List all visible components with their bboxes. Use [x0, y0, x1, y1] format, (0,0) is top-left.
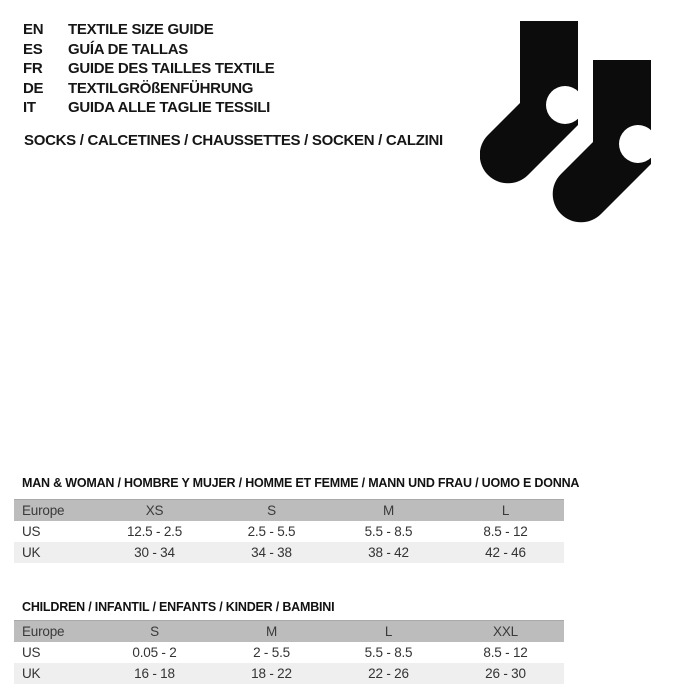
column-header-size: S	[213, 499, 330, 521]
size-cell: 26 - 30	[447, 663, 564, 684]
language-code: FR	[23, 60, 43, 77]
size-cell: 8.5 - 12	[447, 521, 564, 542]
size-table-man-woman	[14, 476, 580, 563]
column-header-size: S	[96, 620, 213, 642]
size-table-children	[14, 601, 564, 684]
language-row-it	[23, 98, 274, 118]
language-title-list	[23, 20, 274, 118]
sock-left	[480, 21, 584, 183]
column-header-region: Europe	[14, 499, 96, 521]
row-label: UK	[14, 663, 96, 684]
size-cell: 5.5 - 8.5	[330, 642, 447, 663]
row-label: UK	[14, 542, 96, 563]
size-table	[14, 620, 564, 684]
language-row-de	[23, 79, 274, 99]
heel-hole	[546, 86, 584, 124]
language-code: DE	[23, 79, 44, 97]
column-header-size: M	[330, 499, 447, 521]
row-label: US	[14, 521, 96, 542]
column-header-size: L	[447, 499, 564, 521]
column-header-size: M	[213, 620, 330, 642]
guide-title: TEXTILE SIZE GUIDE	[68, 21, 214, 38]
size-cell: 2 - 5.5	[213, 642, 330, 663]
column-header-size: XXL	[447, 620, 564, 642]
socks-icon-svg	[480, 21, 652, 223]
row-label: US	[14, 642, 96, 663]
size-cell: 42 - 46	[447, 542, 564, 563]
column-header-size: L	[330, 620, 447, 642]
size-cell: 16 - 18	[96, 663, 213, 684]
size-cell: 8.5 - 12	[447, 642, 564, 663]
guide-title: GUIDA ALLE TAGLIE TESSILI	[68, 99, 270, 116]
language-code: ES	[23, 40, 43, 58]
column-header-size: XS	[96, 499, 213, 521]
size-cell: 34 - 38	[213, 542, 330, 563]
socks-icon	[480, 21, 652, 223]
language-row-es	[23, 40, 274, 60]
size-cell: 2.5 - 5.5	[213, 521, 330, 542]
guide-title: TEXTILGRÖßENFÜHRUNG	[68, 79, 254, 97]
size-cell: 18 - 22	[213, 663, 330, 684]
language-code: IT	[23, 99, 36, 116]
guide-title: GUÍA DE TALLAS	[68, 40, 188, 58]
language-code: EN	[23, 21, 44, 38]
size-cell: 5.5 - 8.5	[330, 521, 447, 542]
table-title: CHILDREN / INFANTIL / ENFANTS / KINDER / BAMBINI	[22, 600, 335, 614]
column-header-region: Europe	[14, 620, 96, 642]
size-cell: 0.05 - 2	[96, 642, 213, 663]
table-title: MAN & WOMAN / HOMBRE Y MUJER / HOMME ET FEMME / MANN UND FRAU / UOMO E DONNA	[22, 476, 580, 490]
size-cell: 22 - 26	[330, 663, 447, 684]
size-cell: 12.5 - 2.5	[96, 521, 213, 542]
size-table	[14, 499, 564, 563]
language-row-en	[23, 20, 274, 40]
category-title: SOCKS / CALCETINES / CHAUSSETTES / SOCKEN / CALZINI	[24, 132, 443, 149]
size-cell: 30 - 34	[96, 542, 213, 563]
guide-title: GUIDE DES TAILLES TEXTILE	[68, 60, 275, 77]
language-row-fr	[23, 59, 274, 79]
size-cell: 38 - 42	[330, 542, 447, 563]
